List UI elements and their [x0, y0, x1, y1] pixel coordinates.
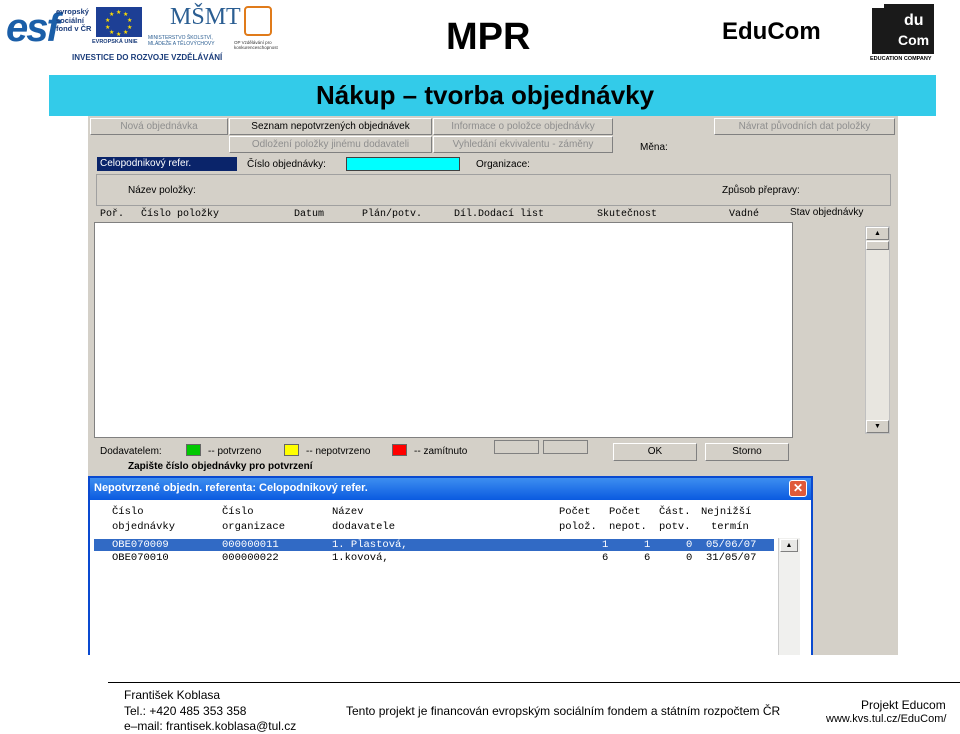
table-row[interactable]: OBE070009 000000011 1. Plastová, 1 1 0 05/06/07	[94, 539, 774, 551]
cancel-button[interactable]: Storno	[705, 443, 789, 461]
author-name: František Koblasa	[124, 688, 221, 702]
partner-logos	[6, 4, 291, 66]
dlg-header-deadline-2: termín	[711, 521, 749, 533]
scroll-thumb[interactable]	[866, 241, 889, 250]
dlg-header-supplier-2: dodavatele	[332, 521, 396, 533]
list-scrollbar[interactable]	[865, 226, 890, 434]
new-order-button[interactable]: Nová objednávka	[90, 118, 228, 135]
scroll-up-icon[interactable]: ▲	[866, 227, 889, 240]
page-title: Nákup – tvorba objednávky	[316, 80, 655, 110]
organization-label: Organizace:	[476, 159, 530, 170]
unconfirmed-list-button[interactable]: Seznam nepotvrzených objednávek	[229, 118, 432, 135]
funding-text: Tento projekt je financován evropským sociálním fondem a státním rozpočtem ČR	[346, 704, 781, 718]
col-delivery-note: Díl.Dodací list	[454, 209, 545, 220]
table-row[interactable]: OBE070010 000000022 1.kovová, 6 6 0 31/05/07	[112, 552, 757, 564]
unconfirmed-orders-dialog	[88, 476, 813, 655]
scroll-down-icon[interactable]: ▼	[866, 420, 889, 433]
col-actual: Skutečnost	[597, 209, 658, 220]
right-title: EduCom	[722, 18, 821, 45]
close-icon[interactable]: ✕	[789, 480, 807, 497]
empty-field-2[interactable]	[543, 440, 588, 454]
rejected-label: -- zamítnuto	[414, 446, 468, 457]
confirmed-swatch	[186, 444, 201, 456]
dialog-title: Nepotvrzené objedn. referenta: Celopodnikový refer.	[90, 478, 811, 500]
col-date: Datum	[294, 209, 325, 220]
ok-button[interactable]: OK	[613, 443, 697, 461]
msmt-logo: MŠMT MINISTERSTVO ŠKOLSTVÍ, MLÁDEŽE A TĚLOVÝCHOVY	[148, 4, 241, 47]
eu-flag-icon: ★ ★ ★ ★ ★ ★ ★ ★ ★ ★	[96, 7, 142, 37]
dlg-header-order-2: objednávky	[112, 521, 176, 533]
author-phone: Tel.: +420 485 353 358	[124, 704, 247, 718]
item-info-button[interactable]: Informace o položce objednávky	[433, 118, 613, 135]
defer-item-button[interactable]: Odložení položky jinému dodavateli	[229, 136, 432, 153]
op-logo-icon	[244, 6, 272, 36]
op-logo: OP Vzdělávání pro konkurenceschopnost	[234, 6, 290, 50]
items-list[interactable]	[94, 222, 793, 438]
center-title: MPR	[446, 16, 531, 58]
dialog-scrollbar[interactable]	[778, 538, 800, 655]
dlg-header-order-1: Číslo	[112, 506, 144, 518]
col-defective: Vadné	[729, 209, 760, 220]
dlg-header-deadline-1: Nejnižší	[701, 506, 752, 518]
shipping-label: Způsob přepravy:	[722, 185, 800, 196]
confirmed-label: -- potvrzeno	[208, 446, 262, 457]
author-email[interactable]: e–mail: frantisek.koblasa@tul.cz	[124, 719, 297, 733]
empty-field-1[interactable]	[494, 440, 539, 454]
currency-label: Měna:	[640, 142, 668, 153]
project-url[interactable]: www.kvs.tul.cz/EduCom/	[826, 713, 947, 725]
dlg-header-partial-2: potv.	[659, 521, 691, 533]
dlg-header-count-2: polož.	[559, 521, 597, 533]
col-item-number: Číslo položky	[141, 209, 220, 220]
dlg-header-partial-1: Část.	[659, 506, 691, 518]
order-number-label: Číslo objednávky:	[247, 159, 326, 170]
order-window	[88, 116, 898, 655]
col-plan: Plán/potv.	[362, 209, 423, 220]
project-name: Projekt Educom	[861, 698, 946, 712]
col-order: Poř.	[100, 209, 125, 220]
dlg-header-unconf-2: nepot.	[609, 521, 647, 533]
esf-logo: esf	[6, 6, 58, 50]
supplier-legend-label: Dodavatelem:	[100, 446, 162, 457]
investment-text: INVESTICE DO ROZVOJE VZDĚLÁVÁNÍ	[72, 53, 223, 62]
dlg-header-org-1: Číslo	[222, 506, 254, 518]
dlg-header-count-1: Počet	[559, 506, 591, 518]
dlg-header-unconf-1: Počet	[609, 506, 641, 518]
dlg-header-org-2: organizace	[222, 521, 286, 533]
find-equivalent-button[interactable]: Vyhledání ekvivalentu - záměny	[433, 136, 613, 153]
rejected-swatch	[392, 444, 407, 456]
hint-text: Zapište číslo objednávky pro potvrzení	[128, 461, 313, 472]
item-name-label: Název položky:	[128, 185, 196, 196]
esf-text: evropský sociální fond v ČR	[56, 7, 92, 33]
referent-button[interactable]: Celopodnikový refer.	[97, 157, 237, 171]
dlg-header-supplier-1: Název	[332, 506, 364, 518]
educom-logo: du Com EDUCATION COMPANY	[870, 2, 936, 62]
dialog-scroll-up-icon[interactable]: ▲	[780, 539, 798, 552]
order-number-input[interactable]	[346, 157, 460, 171]
unconfirmed-label: -- nepotvrzeno	[306, 446, 371, 457]
col-order-status: Stav objednávky	[790, 207, 864, 218]
eu-label: EVROPSKÁ UNIE	[92, 39, 138, 45]
unconfirmed-swatch	[284, 444, 299, 456]
footer-divider	[108, 682, 960, 683]
restore-item-button[interactable]: Návrat původních dat položky	[714, 118, 895, 135]
